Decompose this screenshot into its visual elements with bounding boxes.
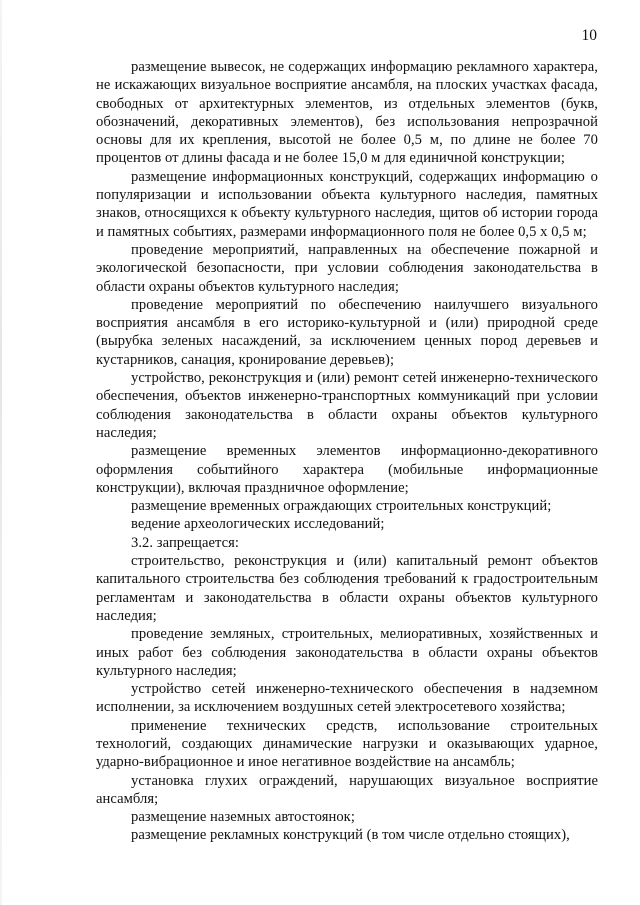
paragraph-earthworks-ban: проведение земляных, строительных, мелиоративных, хозяйственных и иных работ без соблюдения законодательства в области охраны объектов культурного наследия; <box>96 626 598 679</box>
page-binding-edge <box>0 0 2 905</box>
paragraph-archaeology: ведение археологических исследований; <box>131 516 385 533</box>
paragraph-information-structures: размещение информационных конструкций, содержащих информацию о популяризации и использовании объекта культурного наследия, памятных знаков, относящихся к объекту культурного наследия, щитов об истории города и памятных событиях, размерами информационного поля не более 0,5 х 0,5 м; <box>96 168 598 240</box>
paragraph-signage: размещение вывесок, не содержащих информацию рекламного характера, не искажающих визуальное восприятие ансамбля, на плоских участках фасада, свободных от архитектурных элементов, из отдельных элементов (букв, обозначений, декоративных элементов), без использования непрозрачной основы для их крепления, высотой не более 0,5 м, по длине не более 70 процентов от длины фасада и не более 15,0 м для единичной конструкции; <box>96 59 598 167</box>
paragraph-visual-perception: проведение мероприятий по обеспечению наилучшего визуального восприятия ансамбля в его историко-культурной и (или) природной среде (вырубка зеленых насаждений, за исключением ценных пород деревьев и кустарников, санация, кронирование деревьев); <box>96 296 598 368</box>
paragraph-overhead-networks-ban: устройство сетей инженерно-технического обеспечения в надземном исполнении, за исключением воздушных сетей электросетевого хозяйства; <box>96 681 598 716</box>
section-heading-prohibited: 3.2. запрещается: <box>131 534 240 551</box>
paragraph-technical-means-ban: применение технических средств, использование строительных технологий, создающих динамические нагрузки и оказывающих ударное, ударно-вибрационное и иное негативное воздействие на ансамбль; <box>96 717 598 771</box>
paragraph-construction-ban: строительство, реконструкция и (или) капитальный ремонт объектов капитального строительства без соблюдения требований к градостроительным регламентам и законодательства в области охраны объектов культурного наследия; <box>96 553 598 624</box>
paragraph-temporary-decor: размещение временных элементов информационно-декоративного оформления событийного характера (мобильные информационные конструкции), включая праздничное оформление; <box>96 443 598 496</box>
paragraph-temporary-fencing: размещение временных ограждающих строительных конструкций; <box>131 498 552 515</box>
paragraph-fire-safety: проведение мероприятий, направленных на обеспечение пожарной и экологической безопасности, при условии соблюдения законодательства в области охраны объектов культурного наследия; <box>96 241 598 295</box>
paragraph-parking-ban: размещение наземных автостоянок; <box>131 809 355 826</box>
paragraph-engineering-networks: устройство, реконструкция и (или) ремонт сетей инженерно-технического обеспечения, объектов инженерно-транспортных коммуникаций при условии соблюдения законодательства в области охраны объектов культурного наследия; <box>96 370 598 441</box>
paragraph-advertising-ban: размещение рекламных конструкций (в том числе отдельно стоящих), <box>131 827 570 844</box>
document-body <box>96 58 598 845</box>
paragraph-solid-fencing-ban: установка глухих ограждений, нарушающих визуальное восприятие ансамбля; <box>96 772 598 807</box>
page-number: 10 <box>581 27 597 44</box>
